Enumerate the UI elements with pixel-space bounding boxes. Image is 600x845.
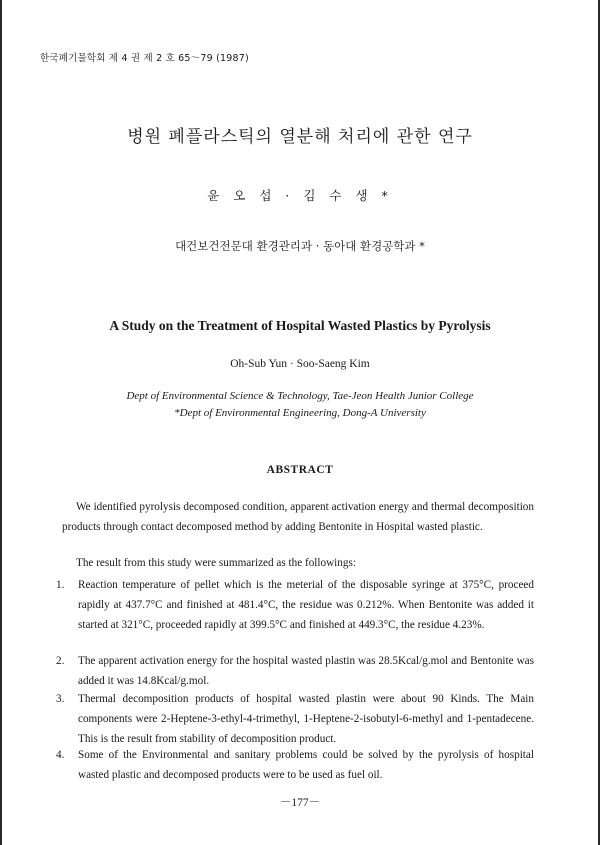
finding-text: Thermal decomposition products of hospital wasted plastin were about 90 Kinds. The Main components were 2-Heptene-3-ethyl-4-trimethyl, 1-Heptene-2-isobutyl-6-methyl and 1-pentadecene. This is the result from stability of decomposition product. bbox=[78, 693, 534, 745]
journal-citation: 한국폐기물학회 제 4 권 제 2 호 65～79 (1987) bbox=[40, 53, 249, 64]
finding-item bbox=[56, 575, 534, 635]
finding-number: 4. bbox=[56, 749, 65, 761]
finding-number: 1. bbox=[56, 579, 65, 591]
finding-item bbox=[56, 689, 534, 749]
korean-affiliation: 대건보건전문대 환경관리과 · 동아대 환경공학과 * bbox=[175, 239, 425, 253]
korean-authors: 윤 오 섭 · 김 수 생 * bbox=[207, 188, 393, 203]
abstract-heading: ABSTRACT bbox=[266, 464, 334, 476]
finding-item bbox=[56, 651, 534, 691]
finding-text: Some of the Environmental and sanitary problems could be solved by the pyrolysis of hospital wasted plastic and decomposed products were to be used as fuel oil. bbox=[78, 749, 534, 781]
finding-item bbox=[56, 745, 534, 785]
abstract-summary-line: The result from this study were summarized as the followings: bbox=[76, 557, 356, 569]
finding-text: Reaction temperature of pellet which is the meterial of the disposable syringe at 375°C, proceed rapidly at 437.7°C and finished at 481.4°C, the residue was 0.212%. When Bentonite was added it started at 321°C, proceeded rapidly at 399.5°C and finished at 449.3°C, the residue 4.23%. bbox=[78, 579, 534, 631]
affiliation-secondary: *Dept of Environmental Engineering, Dong-A University bbox=[174, 407, 426, 419]
english-authors: Oh-Sub Yun · Soo-Saeng Kim bbox=[230, 358, 370, 370]
finding-number: 3. bbox=[56, 693, 65, 705]
affiliation-primary: Dept of Environmental Science & Technology, Tae-Jeon Health Junior College bbox=[126, 390, 474, 402]
english-title: A Study on the Treatment of Hospital Wasted Plastics by Pyrolysis bbox=[109, 318, 491, 333]
finding-text: The apparent activation energy for the hospital wasted plastin was 28.5Kcal/g.mol and Bentonite was added it was 14.8Kcal/g.mol. bbox=[78, 655, 534, 687]
finding-number: 2. bbox=[56, 655, 65, 667]
page-number: －177－ bbox=[279, 797, 321, 809]
abstract-intro-paragraph: We identified pyrolysis decomposed condition, apparent activation energy and thermal decomposition products through contact decomposed method by adding Bentonite in Hospital wasted plastic. bbox=[62, 501, 534, 533]
korean-title: 병원 폐플라스틱의 열분해 처리에 관한 연구 bbox=[127, 127, 473, 147]
